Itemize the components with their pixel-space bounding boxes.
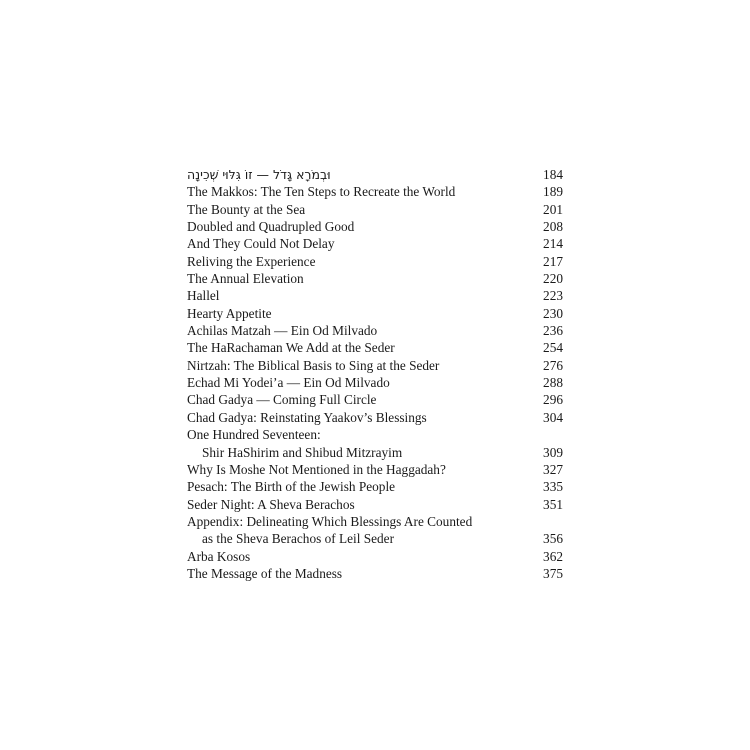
- toc-entry-page: 304: [543, 409, 563, 425]
- toc-entry: [187, 391, 563, 408]
- toc-entry-title: Hallel: [187, 288, 220, 304]
- toc-entry-title: Chad Gadya — Coming Full Circle: [187, 392, 377, 408]
- toc-entry-title: The Message of the Madness: [187, 565, 343, 581]
- toc-entry-title: One Hundred Seventeen:: [187, 427, 321, 443]
- toc-entry: [187, 548, 563, 565]
- toc-entry-page: 208: [543, 219, 563, 235]
- toc-entry-title: Shir HaShirim and Shibud Mitzrayim: [202, 444, 403, 460]
- toc-entry-page: 201: [543, 201, 563, 217]
- toc-entry: [187, 513, 563, 530]
- toc-entry-title: Pesach: The Birth of the Jewish People: [187, 479, 396, 495]
- table-of-contents: [187, 166, 563, 582]
- toc-entry-page: 223: [543, 288, 563, 304]
- toc-entry: [187, 270, 563, 287]
- toc-entry: [187, 183, 563, 200]
- toc-entry-title: And They Could Not Delay: [187, 236, 335, 252]
- toc-entry-title: Seder Night: A Sheva Berachos: [187, 496, 355, 512]
- toc-entry: [187, 322, 563, 339]
- toc-entry-title: Arba Kosos: [187, 548, 251, 564]
- toc-entry-title: Appendix: Delineating Which Blessings Are Counted: [187, 513, 473, 529]
- toc-entry: [187, 235, 563, 252]
- toc-entry-page: 189: [543, 184, 563, 200]
- toc-entry: [187, 201, 563, 218]
- toc-entry-page: 214: [543, 236, 563, 252]
- toc-entry-title: וּבְמֹרָא גָּדֹל — זוֹ גִּלּוּי שְׁכִינָה: [187, 167, 331, 182]
- toc-entry-title: The Makkos: The Ten Steps to Recreate the World: [187, 184, 456, 200]
- toc-entry-page: 184: [543, 167, 563, 182]
- toc-entry: [187, 530, 563, 547]
- toc-entry-page: 276: [543, 357, 563, 373]
- toc-entry-title: Echad Mi Yodei’a — Ein Od Milvado: [187, 375, 390, 391]
- toc-entry: [187, 374, 563, 391]
- toc-entry-title: Hearty Appetite: [187, 305, 272, 321]
- toc-entry-page: 220: [543, 271, 563, 287]
- toc-entry-title: Chad Gadya: Reinstating Yaakov’s Blessings: [187, 409, 427, 425]
- toc-entry: [187, 565, 563, 582]
- toc-entry-page: 335: [543, 479, 563, 495]
- toc-entry: [187, 461, 563, 478]
- toc-entry-page: 362: [543, 548, 563, 564]
- toc-entry: [187, 166, 563, 183]
- toc-entry: [187, 426, 563, 443]
- toc-entry: [187, 357, 563, 374]
- toc-entry-page: 254: [543, 340, 563, 356]
- toc-entry: [187, 444, 563, 461]
- toc-entry-title: Doubled and Quadrupled Good: [187, 219, 355, 235]
- toc-entry: [187, 339, 563, 356]
- toc-entry-page: 296: [543, 392, 563, 408]
- toc-entry: [187, 496, 563, 513]
- toc-entry-title: Reliving the Experience: [187, 253, 316, 269]
- toc-entry-title: Achilas Matzah — Ein Od Milvado: [187, 323, 378, 339]
- toc-entry: [187, 253, 563, 270]
- toc-entry-page: 351: [543, 496, 563, 512]
- toc-entry-page: 217: [543, 253, 563, 269]
- toc-entry: [187, 287, 563, 304]
- toc-entry-title: as the Sheva Berachos of Leil Seder: [202, 531, 394, 547]
- toc-entry-title: The Bounty at the Sea: [187, 201, 306, 217]
- toc-entry-page: 375: [543, 565, 563, 581]
- toc-entry-title: The Annual Elevation: [187, 271, 304, 287]
- toc-entry-title: Why Is Moshe Not Mentioned in the Haggadah?: [187, 461, 446, 477]
- toc-entry-page: 356: [543, 531, 563, 547]
- toc-entry-page: 236: [543, 323, 563, 339]
- toc-entry-page: 309: [543, 444, 563, 460]
- toc-entry: [187, 305, 563, 322]
- toc-entry: [187, 218, 563, 235]
- toc-entry-page: 288: [543, 375, 563, 391]
- toc-entry-page: 230: [543, 305, 563, 321]
- toc-entry-title: The HaRachaman We Add at the Seder: [187, 340, 395, 356]
- toc-entry: [187, 409, 563, 426]
- toc-entry: [187, 478, 563, 495]
- toc-entry-page: 327: [543, 461, 563, 477]
- toc-entry-title: Nirtzah: The Biblical Basis to Sing at the Seder: [187, 357, 440, 373]
